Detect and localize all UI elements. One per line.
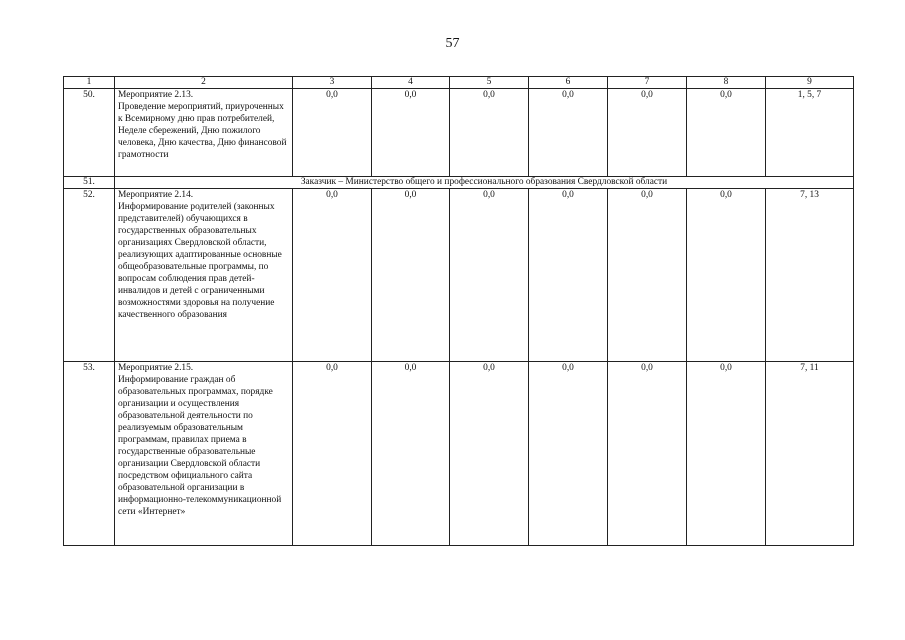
column-number: 4 bbox=[372, 77, 450, 89]
target-indicators: 7, 11 bbox=[766, 362, 854, 546]
column-number: 8 bbox=[687, 77, 766, 89]
column-number-row bbox=[64, 77, 854, 89]
value-cell: 0,0 bbox=[450, 89, 529, 177]
measure-description bbox=[115, 189, 293, 362]
value-cell: 0,0 bbox=[372, 362, 450, 546]
customer-label: Заказчик – Министерство общего и профессионального образования Свердловской области bbox=[115, 177, 854, 189]
row-number: 52. bbox=[64, 189, 115, 362]
column-number: 7 bbox=[608, 77, 687, 89]
row-number: 53. bbox=[64, 362, 115, 546]
value-cell: 0,0 bbox=[529, 89, 608, 177]
column-number: 9 bbox=[766, 77, 854, 89]
value-cell: 0,0 bbox=[687, 189, 766, 362]
value-cell: 0,0 bbox=[687, 89, 766, 177]
table-row bbox=[64, 89, 854, 177]
value-cell: 0,0 bbox=[293, 189, 372, 362]
target-indicators: 7, 13 bbox=[766, 189, 854, 362]
measure-title: Мероприятие 2.13. Проведение мероприятий, приуроченных к Всемирному дню прав потребителей, Неделе сбережений, Дню пожилого человека, Дню качества, Дню финансовой грамотности bbox=[118, 90, 287, 160]
column-number: 3 bbox=[293, 77, 372, 89]
value-cell: 0,0 bbox=[450, 362, 529, 546]
measure-title: Мероприятие 2.14. Информирование родителей (законных представителей) обучающихся в государственных образовательных организациях Свердловской области, реализующих адаптированные основные общеобразовательные программы, по вопросам соблюдения прав детей-инвалидов и детей с ограниченными возможностями здоровья на получение качественного образования bbox=[118, 190, 282, 320]
target-indicators: 1, 5, 7 bbox=[766, 89, 854, 177]
value-cell: 0,0 bbox=[450, 189, 529, 362]
column-number: 2 bbox=[115, 77, 293, 89]
measure-description bbox=[115, 362, 293, 546]
table-row bbox=[64, 362, 854, 546]
value-cell: 0,0 bbox=[529, 362, 608, 546]
value-cell: 0,0 bbox=[687, 362, 766, 546]
value-cell: 0,0 bbox=[529, 189, 608, 362]
column-number: 5 bbox=[450, 77, 529, 89]
value-cell: 0,0 bbox=[293, 89, 372, 177]
measure-title: Мероприятие 2.15. Информирование граждан об образовательных программах, порядке организации и осуществления образовательной деятельности по реализуемым образовательным программам, правилах приема в государственные образовательные организации Свердловской области посредством официального сайта образовательной организации в информационно-телекоммуникационной сети «Интернет» bbox=[118, 363, 282, 517]
value-cell: 0,0 bbox=[608, 189, 687, 362]
measure-description bbox=[115, 89, 293, 177]
value-cell: 0,0 bbox=[372, 189, 450, 362]
value-cell: 0,0 bbox=[293, 362, 372, 546]
page-number: 57 bbox=[445, 36, 460, 51]
column-number: 1 bbox=[64, 77, 115, 89]
measures-table bbox=[63, 76, 854, 546]
row-number: 50. bbox=[64, 89, 115, 177]
value-cell: 0,0 bbox=[372, 89, 450, 177]
customer-row bbox=[64, 177, 854, 189]
table-row bbox=[64, 189, 854, 362]
column-number: 6 bbox=[529, 77, 608, 89]
value-cell: 0,0 bbox=[608, 362, 687, 546]
value-cell: 0,0 bbox=[608, 89, 687, 177]
row-number: 51. bbox=[64, 177, 115, 189]
